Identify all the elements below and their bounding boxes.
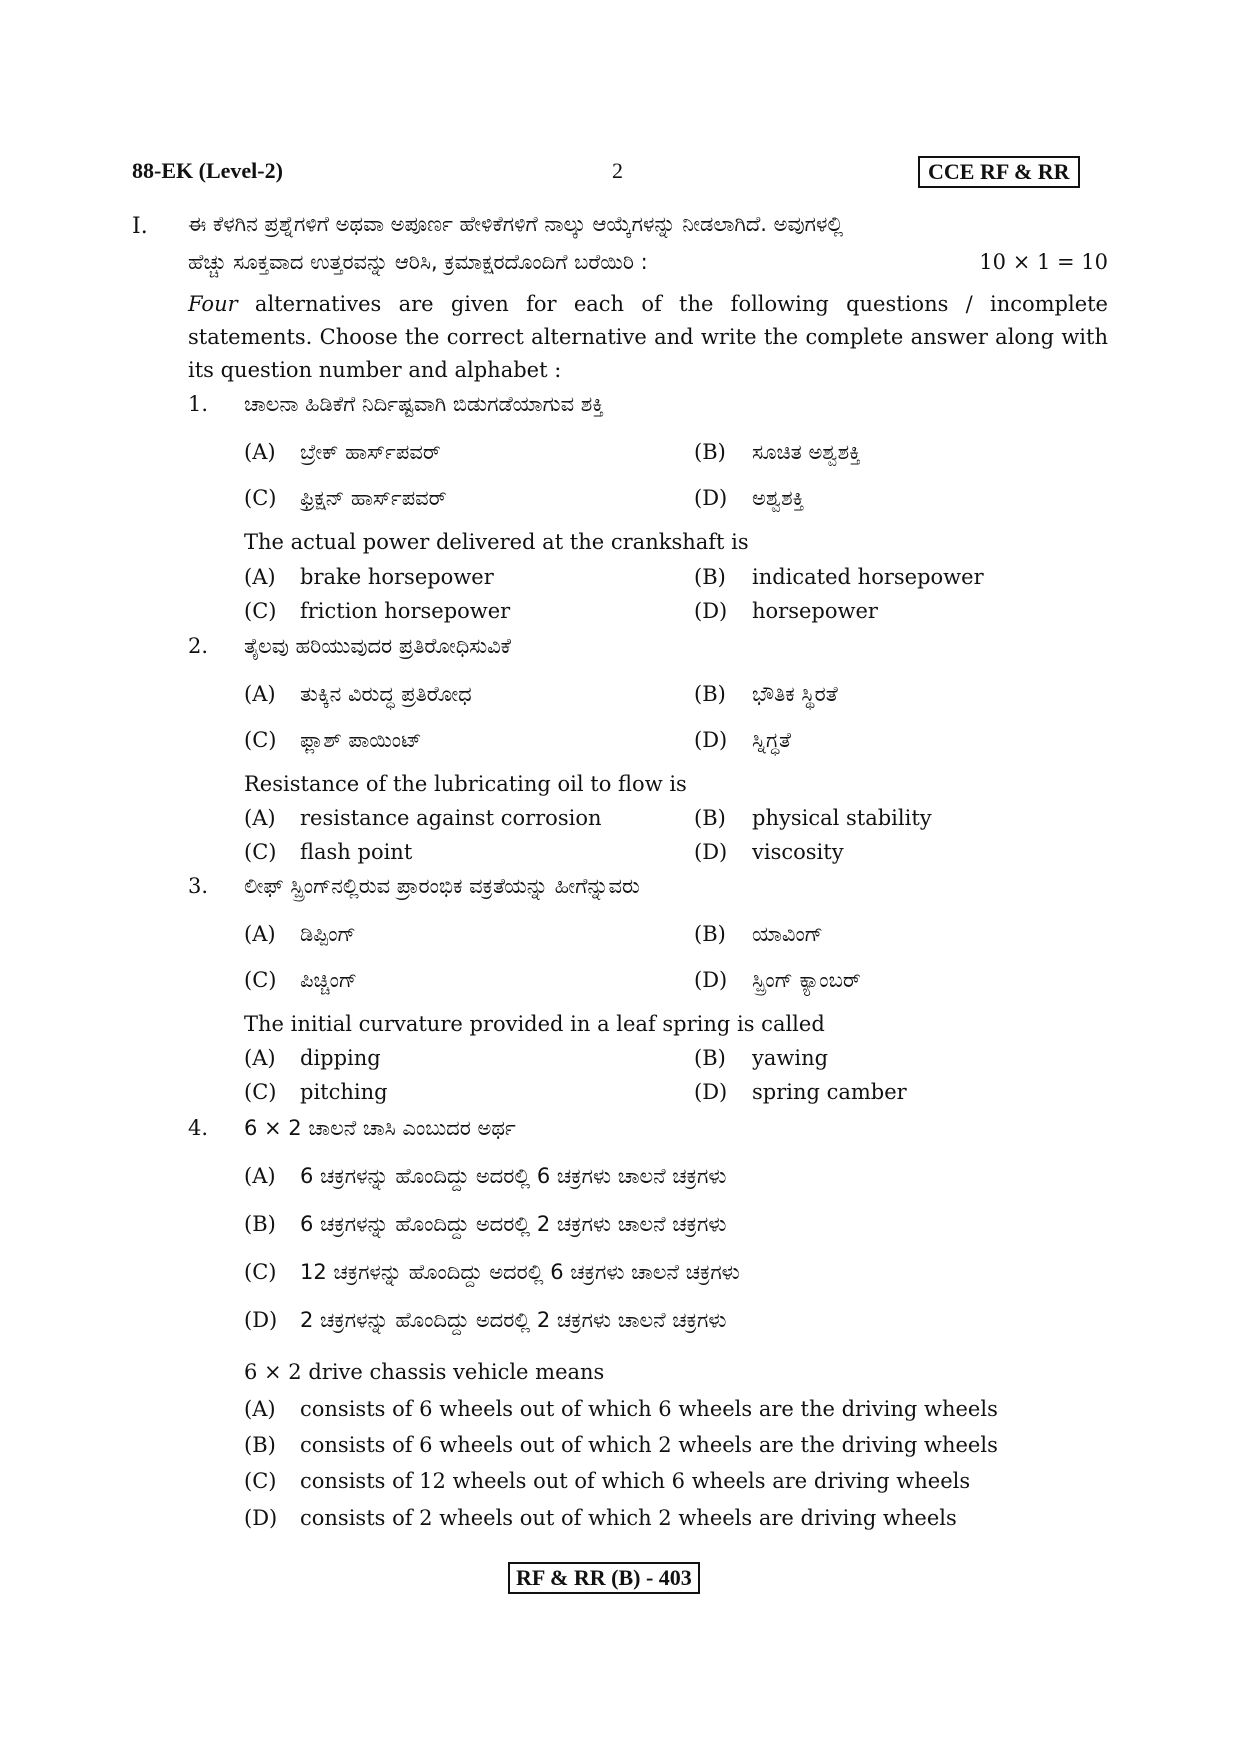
option-text: consists of 12 wheels out of which 6 wheels are driving wheels [300,1469,971,1493]
option-text: ಸೂಚಿತ ಅಶ್ವಶಕ್ತಿ [752,440,861,464]
option-label: (D) [694,728,728,752]
instruction-english [188,288,1108,387]
option-label: (C) [244,1080,277,1104]
option-label: (D) [694,840,728,864]
option-text: flash point [300,840,413,864]
option-text: horsepower [752,599,878,623]
option-label: (B) [694,806,726,830]
option-text: consists of 2 wheels out of which 2 wheels are driving wheels [300,1506,957,1530]
option-text: physical stability [752,806,932,830]
question-english: 6 × 2 drive chassis vehicle means [244,1360,605,1384]
option-text: brake horsepower [300,565,494,589]
question-number: 4. [188,1116,209,1140]
option-text: ಸ್ನಿಗ್ಧತೆ [752,728,792,752]
option-label: (B) [694,1046,726,1070]
page-number: 2 [612,158,623,183]
option-label: (D) [244,1506,278,1530]
option-label: (C) [244,1260,277,1284]
option-label: (C) [244,486,277,510]
option-label: (A) [244,1046,276,1070]
option-text: ಫ್ಲಾಶ್ ಪಾಯಿಂಟ್ [300,728,422,752]
option-label: (D) [694,968,728,992]
option-label: (A) [244,922,276,946]
question-english: The actual power delivered at the crankshaft is [244,530,749,554]
option-label: (B) [694,922,726,946]
question-number: 1. [188,392,209,416]
option-text: ಫ್ರಿಕ್ಷನ್ ಹಾರ್ಸ್‌ಪವರ್ [300,486,447,510]
option-label: (D) [694,599,728,623]
question-kannada: ತೈಲವು ಹರಿಯುವುದರ ಪ್ರತಿರೋಧಿಸುವಿಕೆ [244,634,511,658]
paper-code: 88-EK (Level-2) [132,158,283,183]
marks-scheme: 10 × 1 = 10 [979,250,1108,274]
subject-box: CCE RF & RR [918,156,1080,188]
option-label: (A) [244,565,276,589]
option-label: (B) [694,682,726,706]
section-number: I. [132,214,148,239]
question-english: Resistance of the lubricating oil to flow is [244,772,687,796]
option-text: resistance against corrosion [300,806,602,830]
option-text: ತುಕ್ಕಿನ ವಿರುದ್ಧ ಪ್ರತಿರೋಧ [300,682,472,706]
option-text: indicated horsepower [752,565,984,589]
option-text: ಅಶ್ವಶಕ್ತಿ [752,486,805,510]
option-label: (A) [244,682,276,706]
option-label: (C) [244,599,277,623]
instruction-english-italic: Four [188,292,238,316]
option-label: (C) [244,840,277,864]
instruction-kannada-line1: ಈ ಕೆಳಗಿನ ಪ್ರಶ್ನೆಗಳಿಗೆ ಅಥವಾ ಅಪೂರ್ಣ ಹೇಳಿಕೆಗಳಿಗೆ ನಾಲ್ಕು ಆಯ್ಕೆಗಳನ್ನು ನೀಡಲಾಗಿದೆ. ಅವುಗಳಲ್ಲಿ [188,212,844,236]
option-text: 6 ಚಕ್ರಗಳನ್ನು ಹೊಂದಿದ್ದು ಅದರಲ್ಲಿ 6 ಚಕ್ರಗಳು ಚಾಲನೆ ಚಕ್ರಗಳು [300,1164,727,1188]
option-label: (B) [244,1433,276,1457]
option-label: (A) [244,440,276,464]
option-label: (A) [244,806,276,830]
footer-code-box: RF & RR (B) - 403 [508,1562,700,1594]
question-number: 2. [188,634,209,658]
question-kannada: ಚಾಲನಾ ಹಿಡಿಕೆಗೆ ನಿರ್ದಿಷ್ಟವಾಗಿ ಬಿಡುಗಡೆಯಾಗುವ ಶಕ್ತಿ [244,392,604,416]
option-text: 2 ಚಕ್ರಗಳನ್ನು ಹೊಂದಿದ್ದು ಅದರಲ್ಲಿ 2 ಚಕ್ರಗಳು ಚಾಲನೆ ಚಕ್ರಗಳು [300,1308,727,1332]
option-label: (C) [244,968,277,992]
option-text: ಯಾವಿಂಗ್ [752,922,823,946]
option-text: consists of 6 wheels out of which 6 wheels are the driving wheels [300,1397,998,1421]
option-label: (A) [244,1397,276,1421]
option-text: 6 ಚಕ್ರಗಳನ್ನು ಹೊಂದಿದ್ದು ಅದರಲ್ಲಿ 2 ಚಕ್ರಗಳು ಚಾಲನೆ ಚಕ್ರಗಳು [300,1212,727,1236]
option-label: (D) [244,1308,278,1332]
option-text: spring camber [752,1080,907,1104]
option-label: (A) [244,1164,276,1188]
option-text: ಭೌತಿಕ ಸ್ಥಿರತೆ [752,682,838,706]
option-text: 12 ಚಕ್ರಗಳನ್ನು ಹೊಂದಿದ್ದು ಅದರಲ್ಲಿ 6 ಚಕ್ರಗಳು ಚಾಲನೆ ಚಕ್ರಗಳು [300,1260,740,1284]
option-label: (C) [244,728,277,752]
option-label: (B) [694,440,726,464]
option-text: pitching [300,1080,388,1104]
question-english: The initial curvature provided in a leaf spring is called [244,1012,825,1036]
option-text: ಬ್ರೇಕ್ ಹಾರ್ಸ್‌ಪವರ್ [300,440,441,464]
option-label: (B) [244,1212,276,1236]
option-text: yawing [752,1046,829,1070]
option-label: (C) [244,1469,277,1493]
option-label: (D) [694,486,728,510]
option-text: ಪಿಚ್ಚಿಂಗ್ [300,968,358,992]
option-text: viscosity [752,840,844,864]
question-kannada: ಲೀಫ್ ಸ್ಪ್ರಿಂಗ್‌ನಲ್ಲಿರುವ ಪ್ರಾರಂಭಿಕ ವಕ್ರತೆಯನ್ನು ಹೀಗೆನ್ನುವರು [244,874,640,898]
option-text: consists of 6 wheels out of which 2 wheels are the driving wheels [300,1433,998,1457]
option-text: friction horsepower [300,599,511,623]
option-text: dipping [300,1046,381,1070]
question-number: 3. [188,874,209,898]
instruction-english-text: alternatives are given for each of the following questions / incomplete statements. Choose the correct alternative and write the complete answer along with its question number and alphabet : [188,292,1108,382]
instruction-kannada-line2: ಹೆಚ್ಚು ಸೂಕ್ತವಾದ ಉತ್ತರವನ್ನು ಆರಿಸಿ, ಕ್ರಮಾಕ್ಷರದೊಂದಿಗೆ ಬರೆಯಿರಿ : [188,250,648,274]
option-text: ಸ್ಪ್ರಿಂಗ್ ಕ್ಯಾಂಬರ್ [752,968,861,992]
option-label: (B) [694,565,726,589]
question-kannada: 6 × 2 ಚಾಲನೆ ಚಾಸಿ ಎಂಬುದರ ಅರ್ಥ [244,1116,516,1140]
option-label: (D) [694,1080,728,1104]
option-text: ಡಿಪ್ಪಿಂಗ್ [300,922,356,946]
